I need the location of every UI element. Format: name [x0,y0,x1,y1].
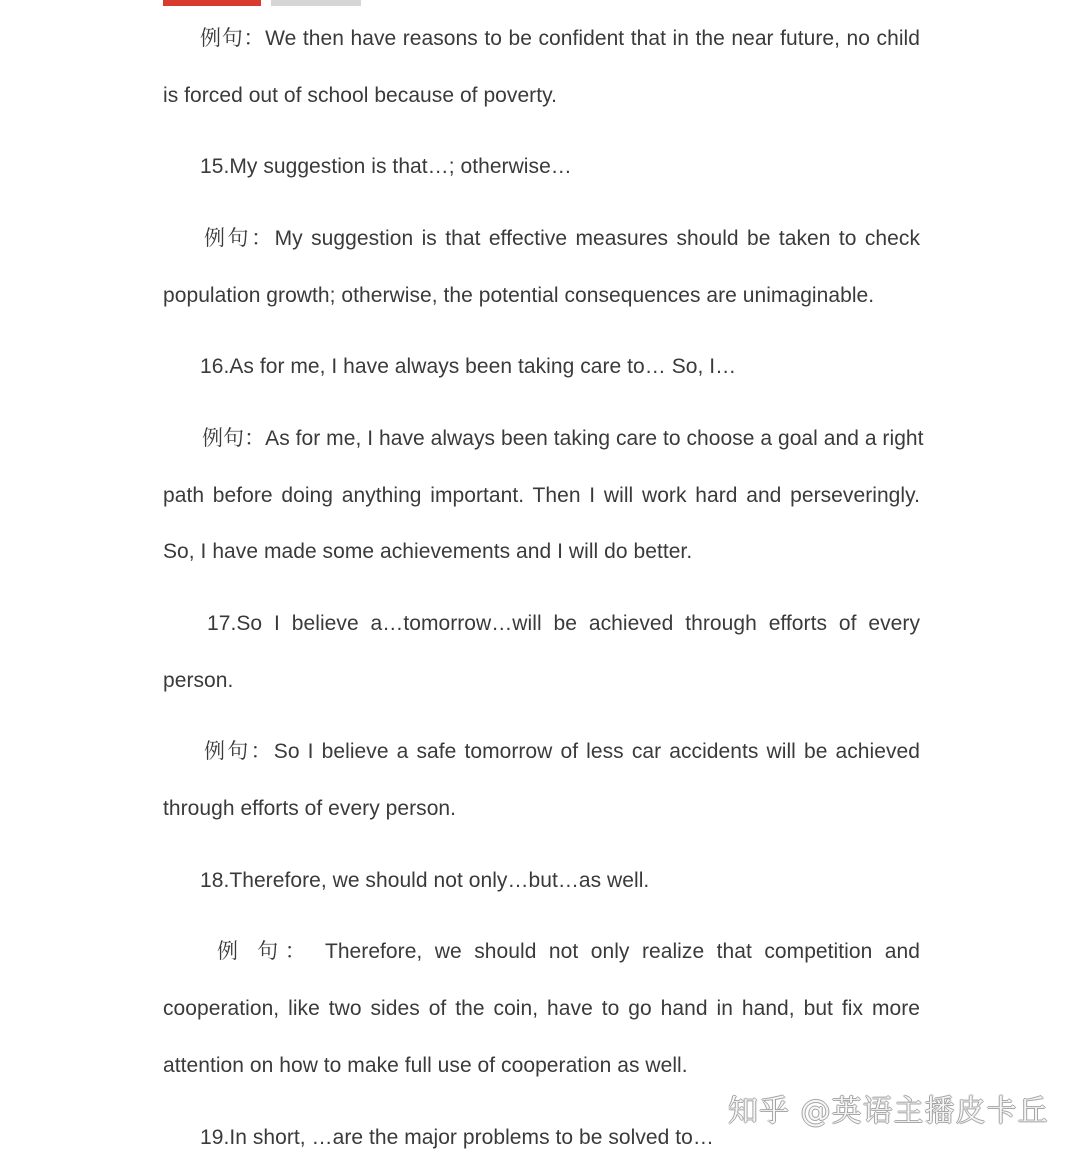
pattern-heading-15: 15.My suggestion is that…; otherwise… [200,155,572,178]
example-line: 例句：We then have reasons to be confident that in the near future, no child [200,27,920,50]
example-line: path before doing anything important. Then I will work hard and perseveringly. [163,484,920,507]
example-line: attention on how to make full use of cooperation as well. [163,1054,688,1077]
example-line: population growth; otherwise, the potential consequences are unimaginable. [163,284,875,307]
example-line: cooperation, like two sides of the coin, have to go hand in hand, but fix more [163,997,920,1020]
example-line: So, I have made some achievements and I will do better. [163,540,693,563]
example-line: 例句：My suggestion is that effective measures should be taken to check [204,227,920,250]
pattern-heading-16: 16.As for me, I have always been taking care to… So, I… [200,355,737,378]
cropped-heading-fragment [163,0,383,6]
pattern-heading-17-cont: person. [163,669,234,692]
pattern-heading-17: 17.So I believe a…tomorrow…will be achieved through efforts of every [207,612,920,635]
example-line: 例句：As for me, I have always been taking care to choose a goal and a right [202,427,924,450]
pattern-heading-19: 19.In short, …are the major problems to be solved to… [200,1126,714,1149]
red-heading-block [163,0,261,6]
example-line: through efforts of every person. [163,797,457,820]
example-line: 例句：So I believe a safe tomorrow of less car accidents will be achieved [204,740,920,763]
example-line: is forced out of school because of poverty. [163,84,557,107]
zhihu-watermark: 知乎 @英语主播皮卡丘 [728,1094,1049,1129]
pattern-heading-18: 18.Therefore, we should not only…but…as well. [200,869,650,892]
example-line: 例 句： Therefore, we should not only realize that competition and [217,940,920,963]
gray-heading-block [271,0,361,6]
